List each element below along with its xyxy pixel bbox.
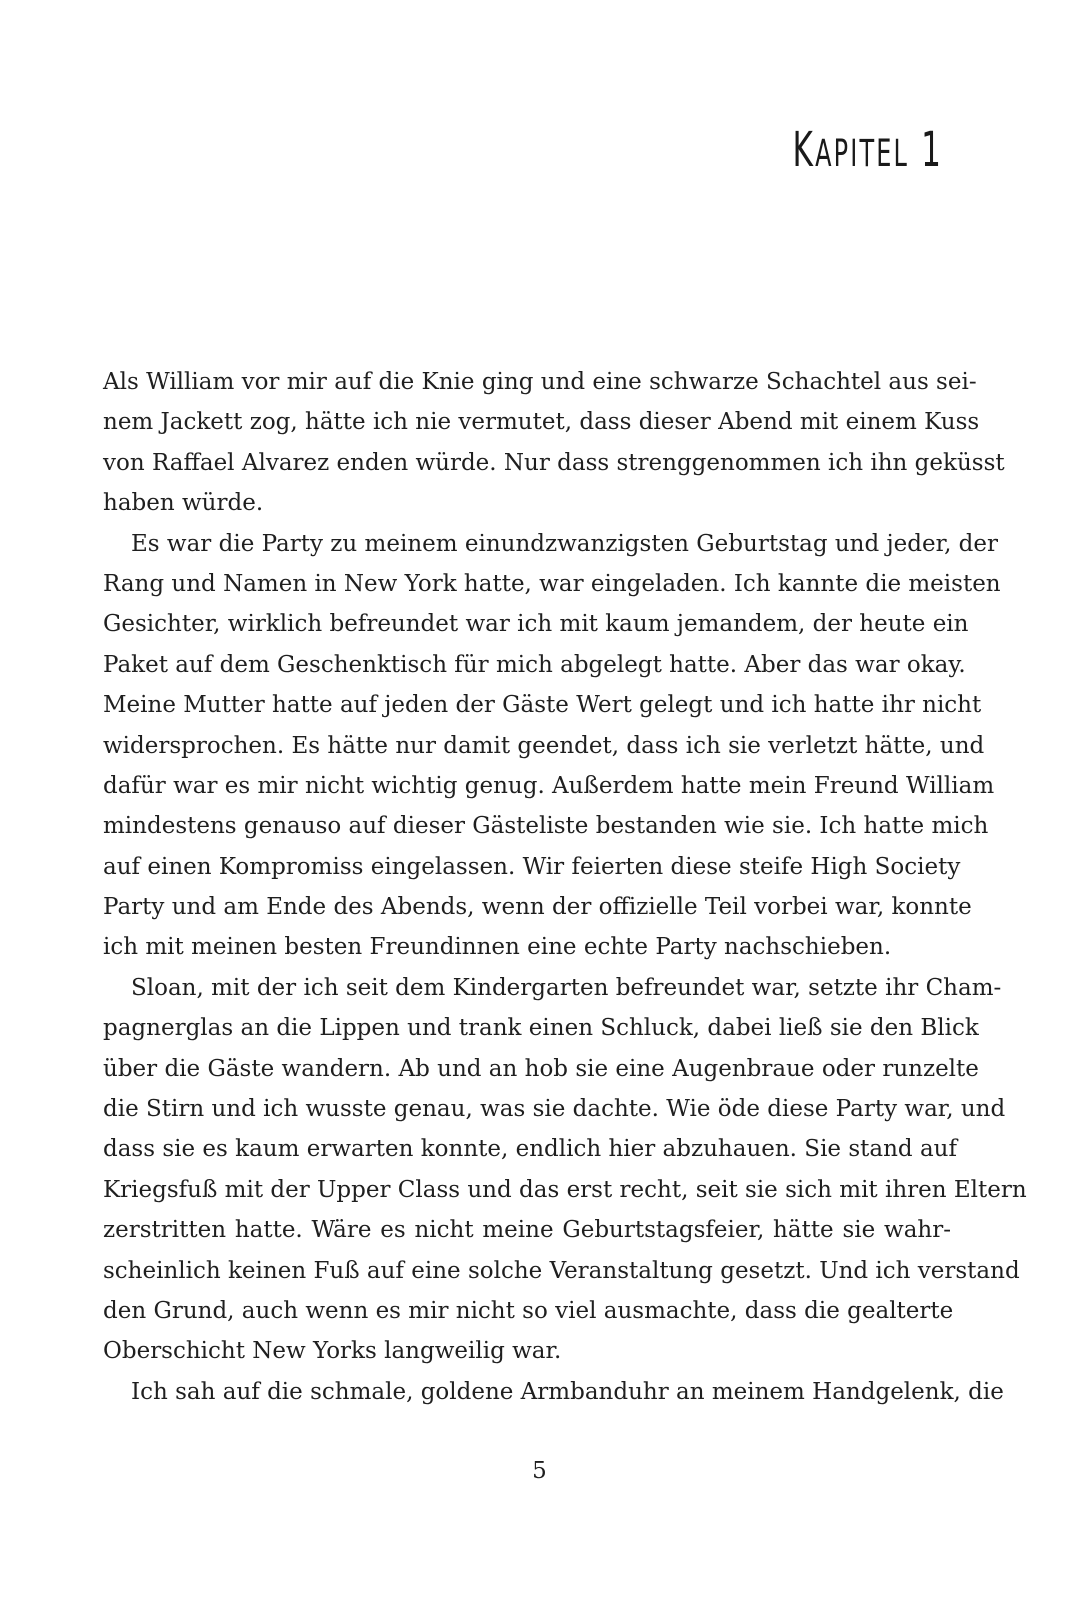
chapter-body-text (103, 362, 1027, 1412)
text-line: die Stirn und ich wusste genau, was sie dachte. Wie öde diese Party war, und (103, 1096, 1006, 1123)
text-line: den Grund, auch wenn es mir nicht so viel ausmachte, dass die gealterte (103, 1297, 954, 1324)
text-line: widersprochen. Es hätte nur damit geendet, dass ich sie verletzt hätte, und (103, 732, 985, 759)
text-line: Sloan, mit der ich seit dem Kindergarten befreundet war, setzte ihr Cham- (131, 974, 1002, 1001)
text-line: von Raffael Alvarez enden würde. Nur dass strenggenommen ich ihn geküsst (103, 449, 1005, 476)
text-line: Als William vor mir auf die Knie ging und eine schwarze Schachtel aus sei- (103, 369, 977, 395)
text-line: Oberschicht New Yorks langweilig war. (103, 1338, 562, 1365)
text-line: Kriegsfuß mit der Upper Class und das erst recht, seit sie sich mit ihren Eltern (103, 1176, 1027, 1203)
text-line: pagnerglas an die Lippen und trank einen Schluck, dabei ließ sie den Blick (103, 1015, 979, 1042)
text-line: Paket auf dem Geschenktisch für mich abgelegt hatte. Aber das war okay. (103, 651, 966, 678)
text-line: nem Jackett zog, hätte ich nie vermutet, dass dieser Abend mit einem Kuss (103, 409, 980, 436)
text-line: dass sie es kaum erwarten konnte, endlich hier abzuhauen. Sie stand auf (103, 1136, 957, 1163)
text-line: haben würde. (103, 490, 264, 517)
chapter-title (792, 118, 943, 186)
text-line: Gesichter, wirklich befreundet war ich mit kaum jemandem, der heute ein (103, 611, 969, 638)
paragraph (103, 362, 1005, 524)
page-number: 5 (532, 1458, 547, 1484)
paragraph (103, 1372, 1004, 1412)
text-line: Ich sah auf die schmale, goldene Armbanduhr an meinem Handgelenk, die (131, 1378, 1004, 1405)
text-line: dafür war es mir nicht wichtig genug. Außerdem hatte mein Freund William (103, 772, 995, 799)
text-line: zerstritten hatte. Wäre es nicht meine Geburtstagsfeier, hätte sie wahr- (103, 1217, 951, 1244)
chapter-number: 1 (921, 122, 943, 178)
text-line: ich mit meinen besten Freundinnen eine echte Party nachschieben. (103, 934, 892, 961)
text-line: über die Gäste wandern. Ab und an hob sie eine Augenbraue oder runzelte (103, 1055, 979, 1082)
text-line: mindestens genauso auf dieser Gästeliste bestanden wie sie. Ich hatte mich (103, 813, 989, 840)
text-line: auf einen Kompromiss eingelassen. Wir feierten diese steife High Society (103, 853, 961, 880)
paragraph (103, 524, 1001, 968)
chapter-title-rest: APITEL (815, 132, 910, 175)
text-line: Es war die Party zu meinem einundzwanzigsten Geburtstag und jeder, der (131, 530, 999, 557)
text-line: Party und am Ende des Abends, wenn der offizielle Teil vorbei war, konnte (103, 894, 972, 921)
text-line: scheinlich keinen Fuß auf eine solche Veranstaltung gesetzt. Und ich verstand (103, 1257, 1020, 1284)
chapter-title-initial: K (792, 122, 816, 178)
paragraph (103, 968, 1027, 1372)
text-line: Meine Mutter hatte auf jeden der Gäste Wert gelegt und ich hatte ihr nicht (103, 692, 982, 719)
text-line: Rang und Namen in New York hatte, war eingeladen. Ich kannte die meisten (103, 570, 1001, 597)
